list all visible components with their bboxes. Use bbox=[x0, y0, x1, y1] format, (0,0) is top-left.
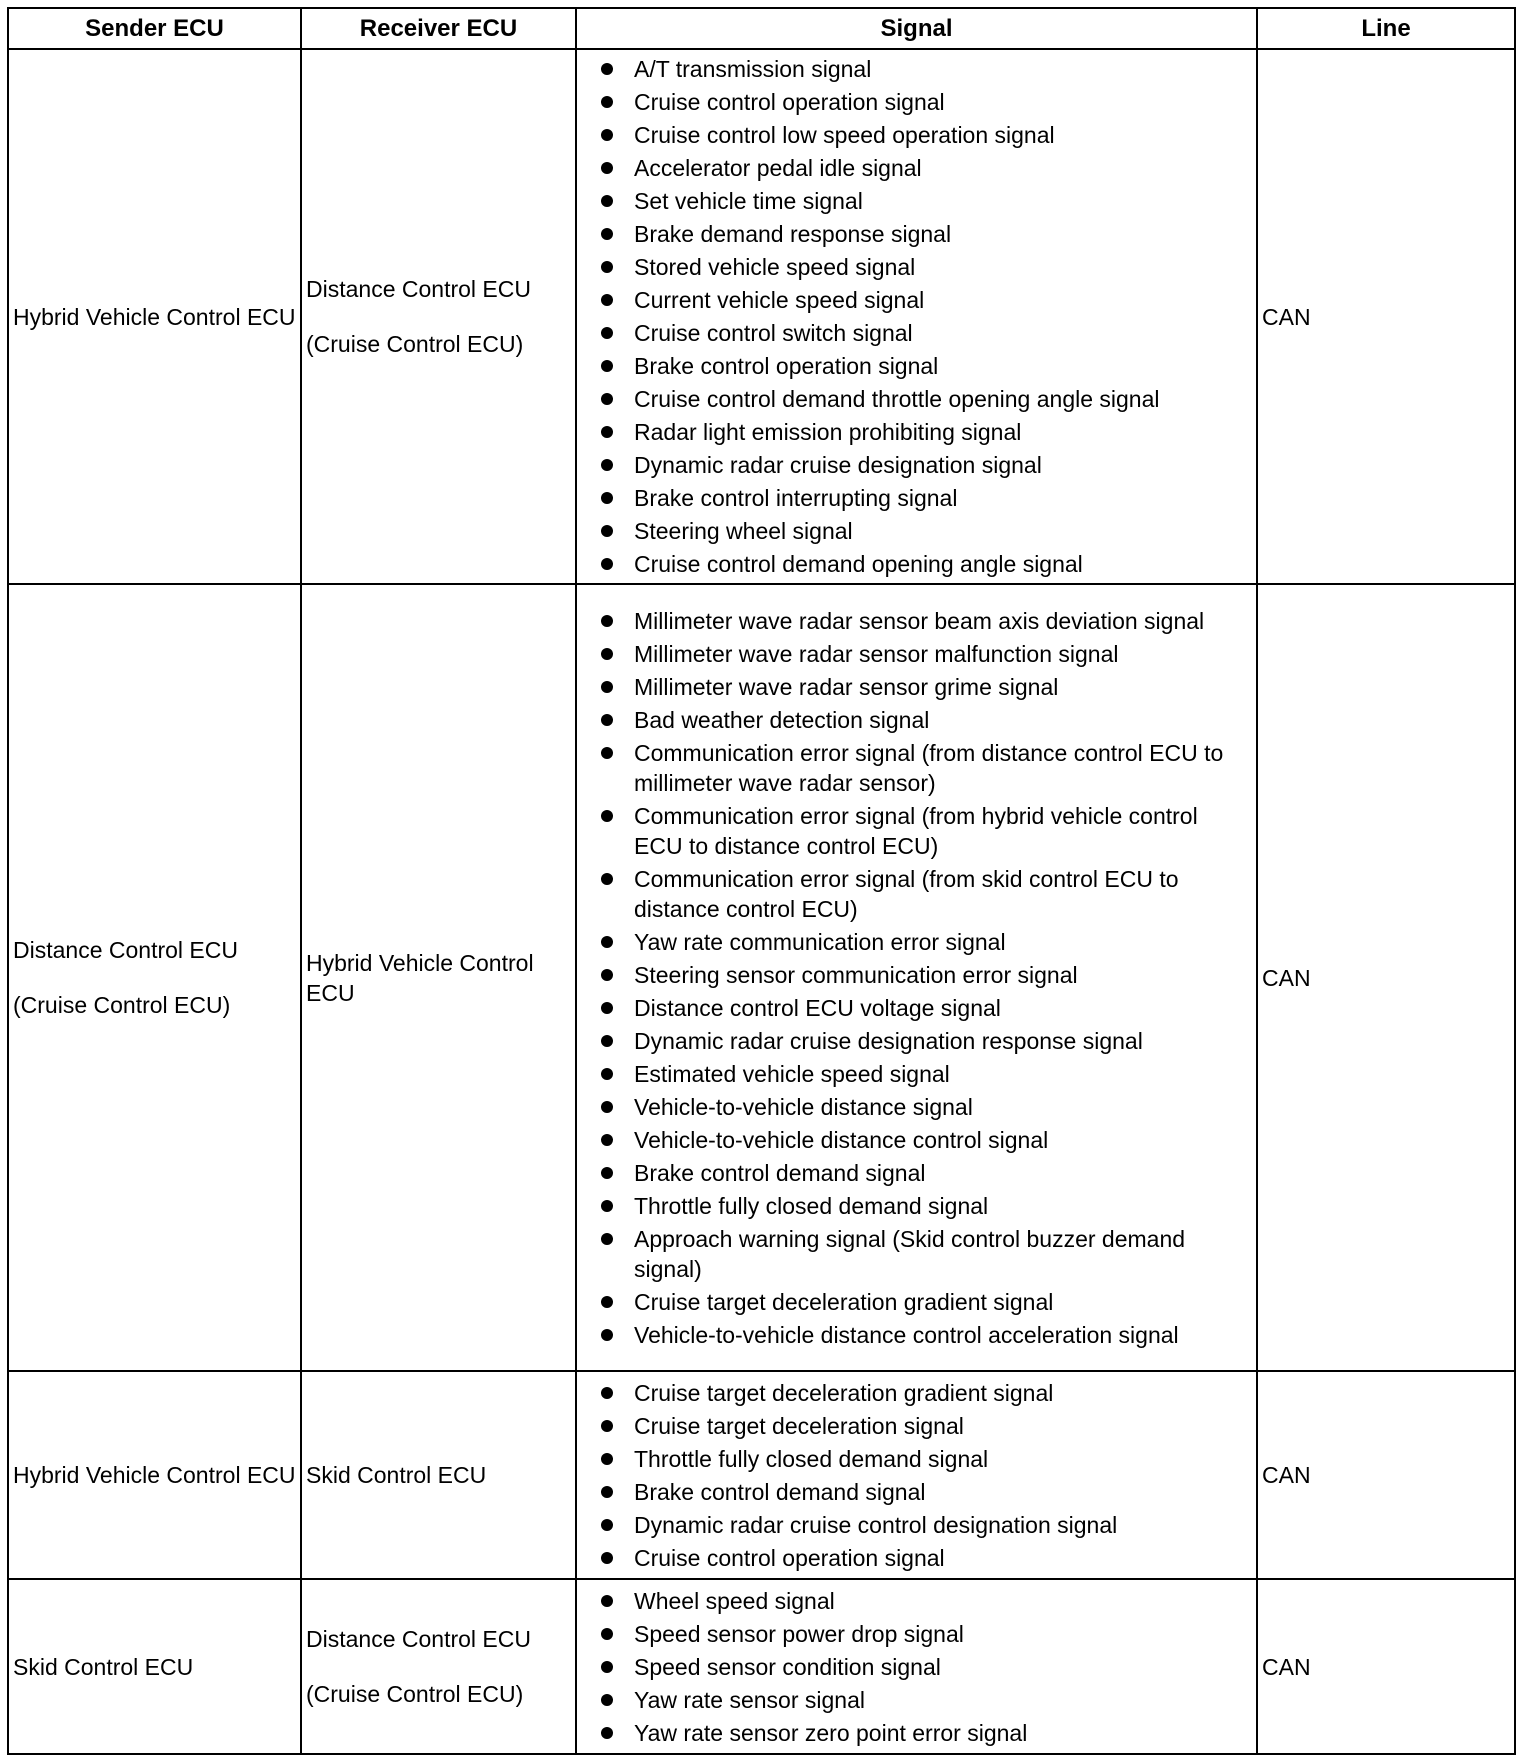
header-receiver-ecu: Receiver ECU bbox=[301, 8, 576, 49]
signal-item bbox=[601, 285, 1248, 315]
bullet-icon bbox=[601, 1694, 613, 1706]
line-cell: CAN bbox=[1257, 1371, 1515, 1579]
receiver-ecu-name: Distance Control ECU bbox=[306, 276, 531, 302]
signal-item bbox=[601, 1477, 1248, 1507]
signal-item bbox=[601, 549, 1248, 579]
signal-list bbox=[601, 1378, 1248, 1573]
signal-text: Accelerator pedal idle signal bbox=[634, 155, 922, 181]
signal-text: Dynamic radar cruise designation response signal bbox=[634, 1027, 1143, 1054]
sender-ecu-alias: (Cruise Control ECU) bbox=[13, 992, 231, 1018]
signal-text: Throttle fully closed demand signal bbox=[634, 1445, 989, 1472]
bullet-icon bbox=[601, 936, 613, 948]
signal-list-cell bbox=[576, 584, 1257, 1371]
signal-item bbox=[601, 219, 1248, 249]
signal-text: Radar light emission prohibiting signal bbox=[634, 419, 1022, 445]
signal-list bbox=[601, 1586, 1248, 1748]
bullet-icon bbox=[601, 195, 613, 207]
signal-text: Cruise control operation signal bbox=[634, 1544, 945, 1571]
signal-item bbox=[601, 1125, 1248, 1155]
bullet-icon bbox=[601, 1387, 613, 1399]
line-cell: CAN bbox=[1257, 49, 1515, 584]
sender-ecu-cell bbox=[8, 584, 301, 1371]
sender-ecu-name: Hybrid Vehicle Control ECU bbox=[13, 303, 296, 330]
header-signal: Signal bbox=[576, 8, 1257, 49]
bullet-icon bbox=[601, 1595, 613, 1607]
signal-text: Set vehicle time signal bbox=[634, 188, 863, 214]
signal-item bbox=[601, 54, 1248, 84]
signal-item bbox=[601, 672, 1248, 702]
signal-text: Wheel speed signal bbox=[634, 1587, 835, 1614]
signal-item bbox=[601, 483, 1248, 513]
signal-text: Throttle fully closed demand signal bbox=[634, 1192, 989, 1219]
signal-item bbox=[601, 1092, 1248, 1122]
bullet-icon bbox=[601, 63, 613, 75]
signal-text: Dynamic radar cruise control designation signal bbox=[634, 1511, 1118, 1538]
signal-item bbox=[601, 384, 1248, 414]
bullet-icon bbox=[601, 1420, 613, 1432]
header-row bbox=[8, 8, 1515, 49]
sender-ecu-name: Distance Control ECU bbox=[13, 937, 238, 963]
signal-list-cell bbox=[576, 49, 1257, 584]
bullet-icon bbox=[601, 1167, 613, 1179]
signal-text: Cruise control switch signal bbox=[634, 320, 913, 346]
signal-item bbox=[601, 1378, 1248, 1408]
signal-text: Cruise target deceleration gradient signal bbox=[634, 1288, 1054, 1315]
signal-text: Vehicle-to-vehicle distance control acceleration signal bbox=[634, 1321, 1179, 1348]
bullet-icon bbox=[601, 810, 613, 822]
signal-item bbox=[601, 186, 1248, 216]
signal-text: Brake control interrupting signal bbox=[634, 485, 958, 511]
receiver-ecu-cell bbox=[301, 49, 576, 584]
bullet-icon bbox=[601, 681, 613, 693]
bullet-icon bbox=[601, 969, 613, 981]
sender-ecu-name: Skid Control ECU bbox=[13, 1653, 194, 1680]
signal-text: Brake demand response signal bbox=[634, 221, 952, 247]
signal-text: Yaw rate sensor signal bbox=[634, 1686, 865, 1713]
receiver-ecu-cell bbox=[301, 1371, 576, 1579]
bullet-icon bbox=[601, 1296, 613, 1308]
bullet-icon bbox=[601, 1486, 613, 1498]
receiver-ecu-cell bbox=[301, 1579, 576, 1754]
bullet-icon bbox=[601, 1453, 613, 1465]
bullet-icon bbox=[601, 162, 613, 174]
bullet-icon bbox=[601, 1233, 613, 1245]
bullet-icon bbox=[601, 1068, 613, 1080]
signal-item bbox=[601, 1510, 1248, 1540]
bullet-icon bbox=[601, 459, 613, 471]
signal-text: Distance control ECU voltage signal bbox=[634, 994, 1001, 1021]
signal-item bbox=[601, 639, 1248, 669]
header-line: Line bbox=[1257, 8, 1515, 49]
signal-item bbox=[601, 1026, 1248, 1056]
signal-item bbox=[601, 1543, 1248, 1573]
ecu-signal-table bbox=[7, 7, 1516, 1755]
signal-item bbox=[601, 516, 1248, 546]
signal-list-cell bbox=[576, 1579, 1257, 1754]
sender-ecu-cell bbox=[8, 1371, 301, 1579]
signal-item bbox=[601, 927, 1248, 957]
bullet-icon bbox=[601, 714, 613, 726]
signal-list bbox=[601, 54, 1248, 579]
receiver-ecu-alias: (Cruise Control ECU) bbox=[306, 331, 524, 357]
signal-item bbox=[601, 252, 1248, 282]
signal-text: Current vehicle speed signal bbox=[634, 287, 925, 313]
signal-item bbox=[601, 1718, 1248, 1748]
signal-item bbox=[601, 351, 1248, 381]
signal-item bbox=[601, 1059, 1248, 1089]
table-row bbox=[8, 1579, 1515, 1754]
bullet-icon bbox=[601, 1002, 613, 1014]
table-row bbox=[8, 49, 1515, 584]
signal-item bbox=[601, 1224, 1248, 1284]
signal-text: Communication error signal (from distance control ECU to millimeter wave radar sensor) bbox=[634, 739, 1224, 796]
bullet-icon bbox=[601, 129, 613, 141]
signal-text: Brake control demand signal bbox=[634, 1478, 926, 1505]
signal-item bbox=[601, 1685, 1248, 1715]
signal-item bbox=[601, 1158, 1248, 1188]
signal-item bbox=[601, 1191, 1248, 1221]
signal-item bbox=[601, 993, 1248, 1023]
signal-text: Brake control operation signal bbox=[634, 353, 939, 379]
signal-item bbox=[601, 738, 1248, 798]
bullet-icon bbox=[601, 393, 613, 405]
bullet-icon bbox=[601, 294, 613, 306]
bullet-icon bbox=[601, 1661, 613, 1673]
bullet-icon bbox=[601, 747, 613, 759]
signal-text: Cruise target deceleration signal bbox=[634, 1412, 964, 1439]
signal-text: Communication error signal (from skid control ECU to distance control ECU) bbox=[634, 865, 1179, 922]
signal-item bbox=[601, 153, 1248, 183]
sender-ecu-cell bbox=[8, 49, 301, 584]
signal-text: Vehicle-to-vehicle distance signal bbox=[634, 1093, 973, 1120]
signal-text: Cruise control demand throttle opening angle signal bbox=[634, 386, 1160, 412]
signal-item bbox=[601, 318, 1248, 348]
signal-text: Communication error signal (from hybrid vehicle control ECU to distance control ECU) bbox=[634, 802, 1198, 859]
signal-text: Yaw rate communication error signal bbox=[634, 928, 1006, 955]
signal-text: Cruise target deceleration gradient signal bbox=[634, 1379, 1054, 1406]
signal-item bbox=[601, 1619, 1248, 1649]
bullet-icon bbox=[601, 261, 613, 273]
signal-text: Dynamic radar cruise designation signal bbox=[634, 452, 1042, 478]
bullet-icon bbox=[601, 1035, 613, 1047]
table-row bbox=[8, 584, 1515, 1371]
receiver-ecu-name: Distance Control ECU bbox=[306, 1626, 531, 1652]
signal-item bbox=[601, 801, 1248, 861]
signal-item bbox=[601, 1320, 1248, 1350]
signal-text: Cruise control low speed operation signal bbox=[634, 122, 1055, 148]
signal-text: Yaw rate sensor zero point error signal bbox=[634, 1719, 1028, 1746]
signal-text: Speed sensor power drop signal bbox=[634, 1620, 964, 1647]
bullet-icon bbox=[601, 525, 613, 537]
signal-item bbox=[601, 1444, 1248, 1474]
signal-text: Stored vehicle speed signal bbox=[634, 254, 916, 280]
bullet-icon bbox=[601, 96, 613, 108]
bullet-icon bbox=[601, 873, 613, 885]
line-cell: CAN bbox=[1257, 1579, 1515, 1754]
signal-item bbox=[601, 417, 1248, 447]
signal-item bbox=[601, 864, 1248, 924]
signal-text: Estimated vehicle speed signal bbox=[634, 1060, 950, 1087]
receiver-ecu-alias: (Cruise Control ECU) bbox=[306, 1681, 524, 1707]
signal-list bbox=[601, 606, 1248, 1350]
bullet-icon bbox=[601, 492, 613, 504]
bullet-icon bbox=[601, 558, 613, 570]
signal-text: Bad weather detection signal bbox=[634, 706, 930, 733]
sender-ecu-name: Hybrid Vehicle Control ECU bbox=[13, 1462, 296, 1488]
signal-text: Millimeter wave radar sensor grime signal bbox=[634, 673, 1059, 700]
receiver-ecu-name: Hybrid Vehicle Control ECU bbox=[306, 949, 534, 1006]
signal-item bbox=[601, 450, 1248, 480]
signal-item bbox=[601, 606, 1248, 636]
bullet-icon bbox=[601, 1727, 613, 1739]
receiver-ecu-name: Skid Control ECU bbox=[306, 1462, 487, 1488]
line-cell: CAN bbox=[1257, 584, 1515, 1371]
table-row bbox=[8, 1371, 1515, 1579]
signal-item bbox=[601, 1287, 1248, 1317]
bullet-icon bbox=[601, 228, 613, 240]
bullet-icon bbox=[601, 1329, 613, 1341]
signal-item bbox=[601, 1411, 1248, 1441]
signal-text: Cruise control operation signal bbox=[634, 89, 945, 115]
signal-item bbox=[601, 87, 1248, 117]
signal-text: Speed sensor condition signal bbox=[634, 1653, 941, 1680]
signal-item bbox=[601, 1586, 1248, 1616]
signal-text: Vehicle-to-vehicle distance control signal bbox=[634, 1126, 1049, 1153]
signal-item bbox=[601, 705, 1248, 735]
signal-text: Steering sensor communication error signal bbox=[634, 961, 1078, 988]
signal-text: A/T transmission signal bbox=[634, 56, 872, 82]
receiver-ecu-cell bbox=[301, 584, 576, 1371]
sender-ecu-cell bbox=[8, 1579, 301, 1754]
signal-item bbox=[601, 120, 1248, 150]
bullet-icon bbox=[601, 426, 613, 438]
bullet-icon bbox=[601, 648, 613, 660]
signal-text: Steering wheel signal bbox=[634, 518, 853, 544]
signal-item bbox=[601, 1652, 1248, 1682]
header-sender-ecu: Sender ECU bbox=[8, 8, 301, 49]
bullet-icon bbox=[601, 1200, 613, 1212]
bullet-icon bbox=[601, 1519, 613, 1531]
bullet-icon bbox=[601, 1628, 613, 1640]
bullet-icon bbox=[601, 615, 613, 627]
bullet-icon bbox=[601, 1134, 613, 1146]
bullet-icon bbox=[601, 1552, 613, 1564]
signal-text: Approach warning signal (Skid control buzzer demand signal) bbox=[634, 1225, 1186, 1282]
bullet-icon bbox=[601, 360, 613, 372]
bullet-icon bbox=[601, 1101, 613, 1113]
signal-item bbox=[601, 960, 1248, 990]
signal-text: Cruise control demand opening angle signal bbox=[634, 551, 1083, 577]
bullet-icon bbox=[601, 327, 613, 339]
signal-list-cell bbox=[576, 1371, 1257, 1579]
signal-text: Millimeter wave radar sensor malfunction signal bbox=[634, 640, 1119, 667]
signal-text: Millimeter wave radar sensor beam axis deviation signal bbox=[634, 607, 1205, 634]
signal-text: Brake control demand signal bbox=[634, 1159, 926, 1186]
